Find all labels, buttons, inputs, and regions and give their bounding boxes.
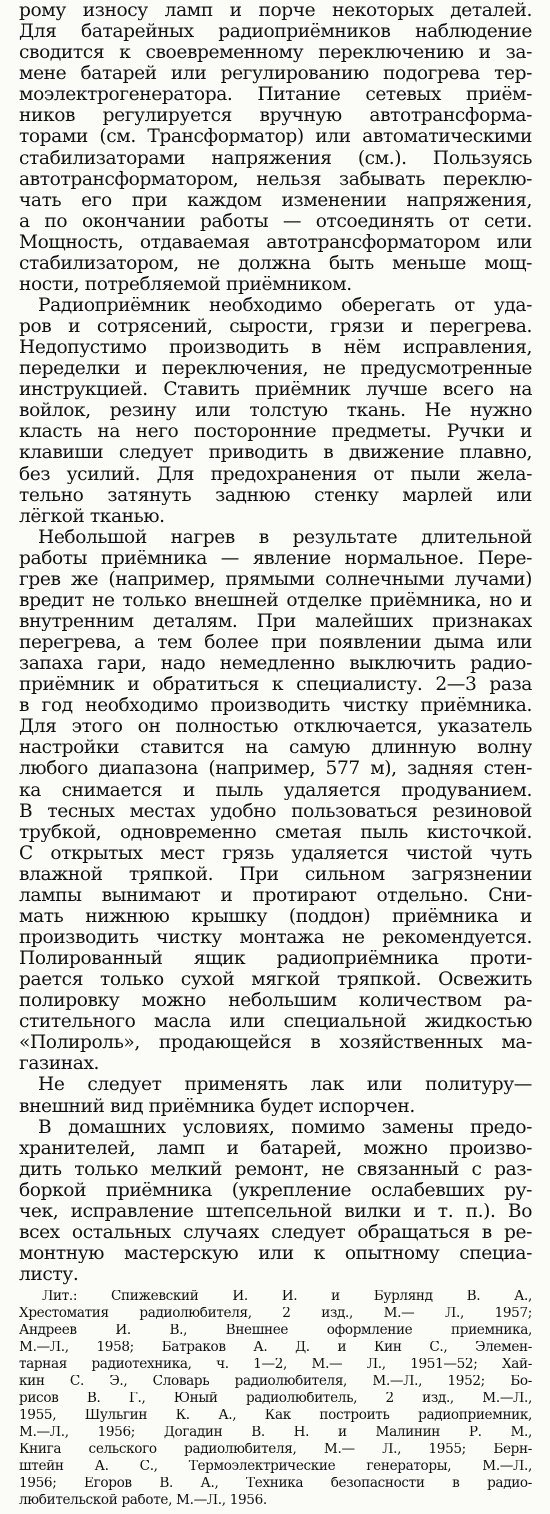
- text-line: чать его при каждом изменении напряжения,: [19, 191, 532, 211]
- text-line: грев же (например, прямыми солнечными лучами): [19, 570, 532, 590]
- text-line: сводится к своевременному переключению и за-: [19, 44, 532, 63]
- reference-line: любительской работе, М.—Л., 1956.: [19, 1494, 267, 1508]
- reference-line: Андреев И. В., Внешнее оформление приемника,: [19, 1324, 532, 1338]
- text-line: запаха гари, надо немедленно выключить радио-: [19, 655, 532, 674]
- text-line: листу.: [19, 1266, 79, 1285]
- text-line: вредит не только внешней отделке приёмника, но и: [19, 591, 532, 611]
- text-line: настройки ставится на самую длинную волну: [19, 739, 532, 758]
- text-line: а по окончании работы — отсоединять от сети.: [19, 212, 532, 232]
- text-line: работы приёмника — явление нормальное. Пере-: [19, 549, 532, 569]
- text-line: внешний вид приёмника будет испорчен.: [19, 1097, 415, 1117]
- text-line: лампы вынимают и протирают отдельно. Сни-: [19, 886, 532, 906]
- text-line: газинах.: [19, 1055, 100, 1074]
- text-line: перегрева, а тем более при появлении дыма или: [19, 634, 532, 653]
- text-line: мать нижнюю крышку (поддон) приёмника и: [19, 907, 532, 927]
- text-line: тельно затянуть заднюю стенку марлей или: [19, 486, 532, 506]
- text-line: Мощность, отдаваемая автотрансформатором или: [19, 233, 532, 253]
- text-line: С открытых мест грязь удаляется чистой чуть: [19, 844, 532, 864]
- reference-line: 1956; Егоров В. А., Техника безопасности в радио-: [19, 1477, 532, 1491]
- text-line: Недопустимо производить в нём исправления,: [19, 339, 532, 358]
- text-line: моэлектрогенератора. Питание сетевых приём-: [19, 86, 532, 105]
- text-line: приёмник и обратиться к специалисту. 2—3 раза: [19, 676, 532, 695]
- text-line: В тесных местах удобно пользоваться резиновой: [19, 802, 532, 822]
- text-line: войлок, резину или толстую ткань. Не нужно: [19, 402, 532, 421]
- text-line: Небольшой нагрев в результате длительной: [38, 528, 532, 548]
- text-line: стабилизатором, не должна быть меньше мощ-: [19, 254, 532, 274]
- text-line: стительного масла или специальной жидкостью: [19, 1013, 532, 1032]
- text-line: класть на него посторонние предметы. Ручки и: [19, 423, 532, 442]
- reference-line: рисов В. Г., Юный радиолюбитель, 2 изд., М.—Л.,: [19, 1392, 532, 1406]
- reference-line: Лит.: Спижевский И. И. и Бурлянд В. А.,: [42, 1290, 532, 1304]
- reference-line: М.—Л., 1956; Догадин В. Н. и Малинин Р. М.,: [19, 1426, 532, 1440]
- text-line: мене батарей или регулированию подогрева тер-: [19, 65, 532, 84]
- text-line: любого диапазона (например, 577 м), задняя стен-: [19, 760, 532, 779]
- reference-line: тарная радиотехника, ч. 1—2, М.— Л., 1951—52; Хай-: [19, 1358, 532, 1372]
- text-line: боркой приёмника (укрепление ослабевших ру-: [19, 1181, 532, 1201]
- text-line: внутренним деталям. При малейших признаках: [19, 612, 532, 632]
- text-line: Радиоприёмник необходимо оберегать от уда-: [38, 296, 532, 316]
- text-line: В домашних условиях, помимо замены предо-: [38, 1118, 532, 1138]
- text-line: Для этого он полностью отключается, указатель: [19, 718, 532, 737]
- text-line: полировку можно небольшим количеством ра-: [19, 992, 532, 1011]
- text-line: без усилий. Для предохранения от пыли жела-: [19, 465, 532, 485]
- reference-line: 1955, Шульгин К. А., Как построить радиоприемник,: [19, 1409, 532, 1423]
- text-line: ников регулируется вручную автотрансформа-: [19, 107, 532, 126]
- text-line: стабилизаторами напряжения (см.). Пользуясь: [19, 149, 532, 169]
- text-line: монтную мастерскую или к опытному специа-: [19, 1244, 532, 1264]
- reference-line: Книга сельского радиолюбителя, М.— Л., 1955; Берн-: [19, 1443, 532, 1457]
- text-line: чек, исправление штепсельной вилки и т. п.). Во: [19, 1202, 532, 1222]
- text-line: торами (см. Трансформатор) или автоматическими: [19, 128, 532, 147]
- text-line: в год необходимо производить чистку приёмника.: [19, 697, 532, 716]
- text-line: трубкой, одновременно сметая пыль кисточкой.: [19, 823, 532, 843]
- text-line: клавиши следует приводить в движение плавно,: [19, 444, 532, 463]
- reference-line: М.—Л., 1958; Батраков А. Д. и Кин С., Элемен-: [19, 1341, 532, 1355]
- text-line: Для батарейных радиоприёмников наблюдение: [19, 23, 532, 42]
- text-line: автотрансформатором, нельзя забывать переклю-: [19, 170, 532, 190]
- reference-line: штейн А. С., Термоэлектрические генераторы, М.—Л.,: [19, 1460, 532, 1474]
- text-line: ности, потребляемой приёмником.: [19, 275, 352, 295]
- text-line: рается только сухой мягкой тряпкой. Освежить: [19, 971, 532, 990]
- text-line: дить только мелкий ремонт, не связанный с раз-: [19, 1160, 532, 1180]
- text-line: влажной тряпкой. При сильном загрязнении: [19, 865, 532, 885]
- text-line: производить чистку монтажа не рекомендуется.: [19, 928, 532, 948]
- text-line: хранителей, ламп и батарей, можно произво-: [19, 1139, 532, 1159]
- text-line: инструкцией. Ставить приёмник лучше всего на: [19, 381, 532, 400]
- text-line: рому износу ламп и порче некоторых деталей.: [19, 2, 532, 21]
- text-line: переделки и переключения, не предусмотренные: [19, 360, 532, 379]
- text-line: ка снимается и пыль удаляется продуванием.: [19, 781, 532, 801]
- reference-line: кин С. Э., Словарь радиолюбителя, М.—Л., 1952; Бо-: [19, 1375, 532, 1389]
- text-line: лёгкой тканью.: [19, 507, 165, 527]
- text-line: Не следует применять лак или политуру—: [38, 1076, 532, 1095]
- text-line: всех остальных случаях следует обращаться в ре-: [19, 1223, 532, 1243]
- text-line: Полированный ящик радиоприёмника проти-: [19, 950, 532, 969]
- reference-line: Хрестоматия радиолюбителя, 2 изд., М.— Л., 1957;: [19, 1307, 532, 1321]
- text-line: «Полироль», продающейся в хозяйственных ма-: [19, 1034, 532, 1053]
- text-line: ров и сотрясений, сырости, грязи и перегрева.: [19, 318, 532, 337]
